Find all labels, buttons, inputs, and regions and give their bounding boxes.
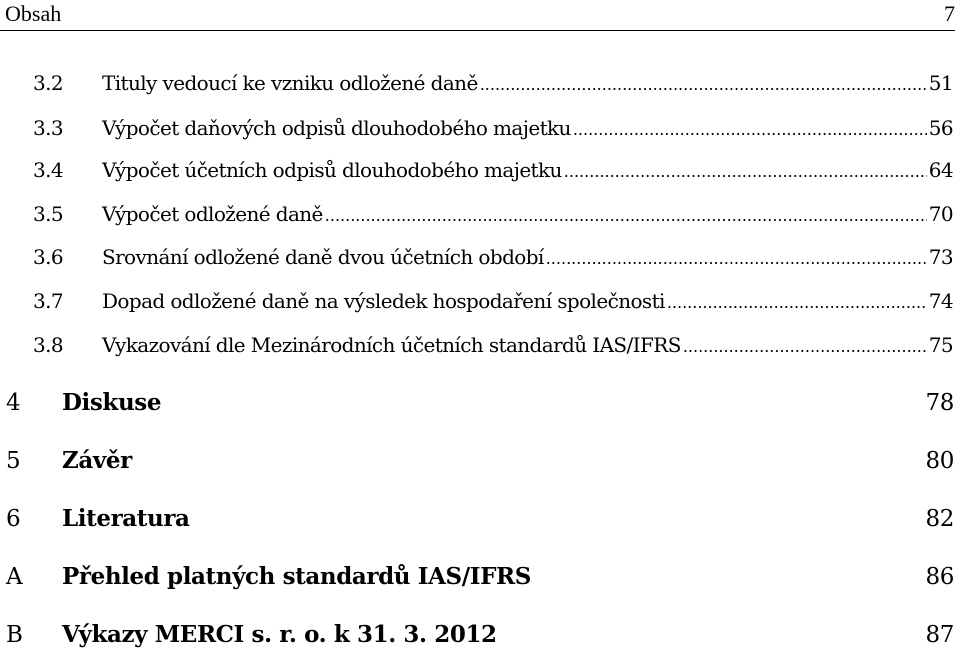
toc-leader (564, 157, 927, 187)
toc-leader (480, 70, 927, 100)
toc-page: 78 (925, 390, 954, 416)
toc-chapter-6[interactable] (6, 502, 954, 536)
toc-page: 87 (925, 622, 954, 648)
toc-number: 3.6 (33, 245, 64, 269)
toc-number: 3.7 (33, 289, 64, 313)
toc-number: 4 (6, 390, 21, 416)
toc-title: Výkazy MERCI s. r. o. k 31. 3. 2012 (62, 621, 497, 648)
toc-page: 86 (925, 564, 954, 590)
toc-page: 51 (928, 71, 953, 95)
toc-page: 80 (925, 448, 954, 474)
toc-appendix-b[interactable] (6, 618, 954, 652)
toc-appendix-a[interactable] (6, 560, 954, 594)
toc-page: 82 (925, 506, 954, 532)
toc-entry-3-5[interactable] (33, 199, 953, 229)
toc-leader (573, 115, 927, 145)
toc-entry-3-7[interactable] (33, 286, 953, 316)
toc-title: Přehled platných standardů IAS/IFRS (62, 563, 531, 590)
toc-number: 3.5 (33, 202, 64, 226)
page-header (0, 0, 955, 31)
toc-leader (683, 332, 927, 362)
toc-leader (546, 244, 927, 274)
toc-page: 70 (928, 202, 953, 226)
toc-title: Vykazování dle Mezinárodních účetních standardů IAS/IFRS (102, 333, 681, 357)
toc-title: Diskuse (62, 389, 162, 416)
toc-title: Tituly vedoucí ke vzniku odložené daně (102, 71, 478, 95)
toc-entry-3-2[interactable] (33, 68, 953, 98)
toc-number: B (6, 622, 23, 648)
toc-chapter-4[interactable] (6, 386, 954, 420)
toc-page: 64 (928, 158, 953, 182)
toc-number: 3.4 (33, 158, 64, 182)
toc-entry-3-3[interactable] (33, 113, 953, 143)
toc-title: Srovnání odložené daně dvou účetních období (102, 245, 544, 269)
toc-entry-3-4[interactable] (33, 155, 953, 185)
toc-number: 3.8 (33, 333, 64, 357)
toc-entry-3-6[interactable] (33, 242, 953, 272)
toc-entry-3-8[interactable] (33, 330, 953, 360)
toc-number: 3.3 (33, 116, 64, 140)
toc-page: 73 (928, 245, 953, 269)
toc-title: Literatura (62, 505, 190, 532)
header-page-number: 7 (944, 1, 955, 26)
toc-title: Výpočet daňových odpisů dlouhodobého majetku (102, 116, 571, 140)
toc-page: 56 (928, 116, 953, 140)
toc-title: Dopad odložené daně na výsledek hospodaření společnosti (102, 289, 665, 313)
toc-title: Výpočet účetních odpisů dlouhodobého majetku (102, 158, 562, 182)
toc-title: Výpočet odložené daně (102, 202, 323, 226)
toc-chapter-5[interactable] (6, 444, 954, 478)
toc-number: 6 (6, 506, 21, 532)
toc-page: 74 (928, 289, 953, 313)
toc-title: Závěr (62, 447, 132, 474)
toc-number: A (6, 564, 23, 590)
toc-number: 3.2 (33, 71, 64, 95)
header-title: Obsah (5, 1, 62, 26)
toc-page: 75 (928, 333, 953, 357)
toc-leader (325, 201, 927, 231)
toc-leader (667, 288, 927, 318)
toc-number: 5 (6, 448, 21, 474)
